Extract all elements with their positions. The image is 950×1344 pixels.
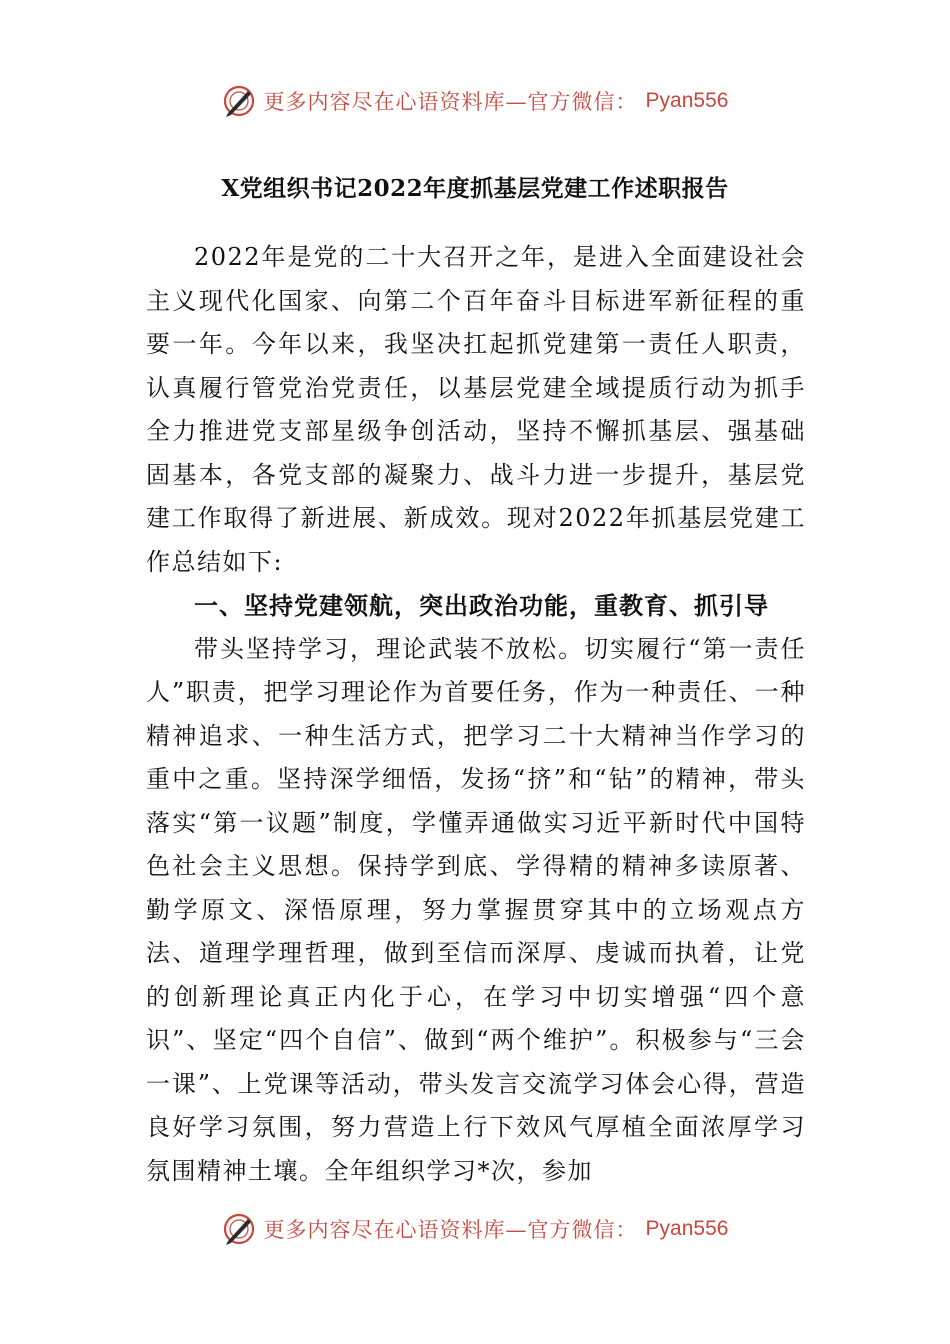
section-1-heading: 一、坚持党建领航，突出政治功能，重教育、抓引导 xyxy=(194,591,769,620)
footer-banner-contact: Pyan556 xyxy=(645,1217,729,1240)
pen-circle-logo-icon xyxy=(222,84,256,118)
footer-banner xyxy=(0,1212,950,1246)
header-banner-contact: Pyan556 xyxy=(645,89,729,112)
intro-paragraph: 2022年是党的二十大召开之年，是进入全面建设社会主义现代化国家、向第二个百年奋斗目标进军新征程的重要一年。今年以来，我坚决扛起抓党建第一责任人职责，认真履行管党治党责任，以基层党建全域提质行动为抓手全力推进党支部星级争创活动，坚持不懈抓基层、强基础固基本，各党支部的凝聚力、战斗力进一步提升，基层党建工作取得了新进展、新成效。现对2022年抓基层党建工作总结如下: xyxy=(146,243,806,576)
header-banner-text: 更多内容尽在心语资料库—官方微信： xyxy=(263,90,638,114)
section-1-paragraph: 带头坚持学习，理论武装不放松。切实履行“第一责任人”职责，把学习理论作为首要任务，作为一种责任、一种精神追求、一种生活方式，把学习二十大精神当作学习的重中之重。坚持深学细悟，发扬“挤”和“钻”的精神，带头落实“第一议题”制度，学懂弄通做实习近平新时代中国特色社会主义思想。保持学到底、学得精的精神多读原著、勤学原文、深悟原理，努力掌握贯穿其中的立场观点方法、道理学理哲理，做到至信而深厚、虔诚而执着，让党的创新理论真正内化于心，在学习中切实增强“四个意识”、坚定“四个自信”、做到“两个维护”。积极参与“三会一课”、上党课等活动，带头发言交流学习体会心得，营造良好学习氛围，努力营造上行下效风气厚植全面浓厚学习氛围精神土壤。全年组织学习*次，参加 xyxy=(146,634,806,1185)
document-title: X党组织书记2022年度抓基层党建工作述职报告 xyxy=(221,175,729,202)
header-banner xyxy=(0,84,950,118)
footer-banner-text: 更多内容尽在心语资料库—官方微信： xyxy=(263,1218,638,1242)
document-body xyxy=(146,236,806,1193)
pen-circle-logo-icon xyxy=(222,1212,256,1246)
